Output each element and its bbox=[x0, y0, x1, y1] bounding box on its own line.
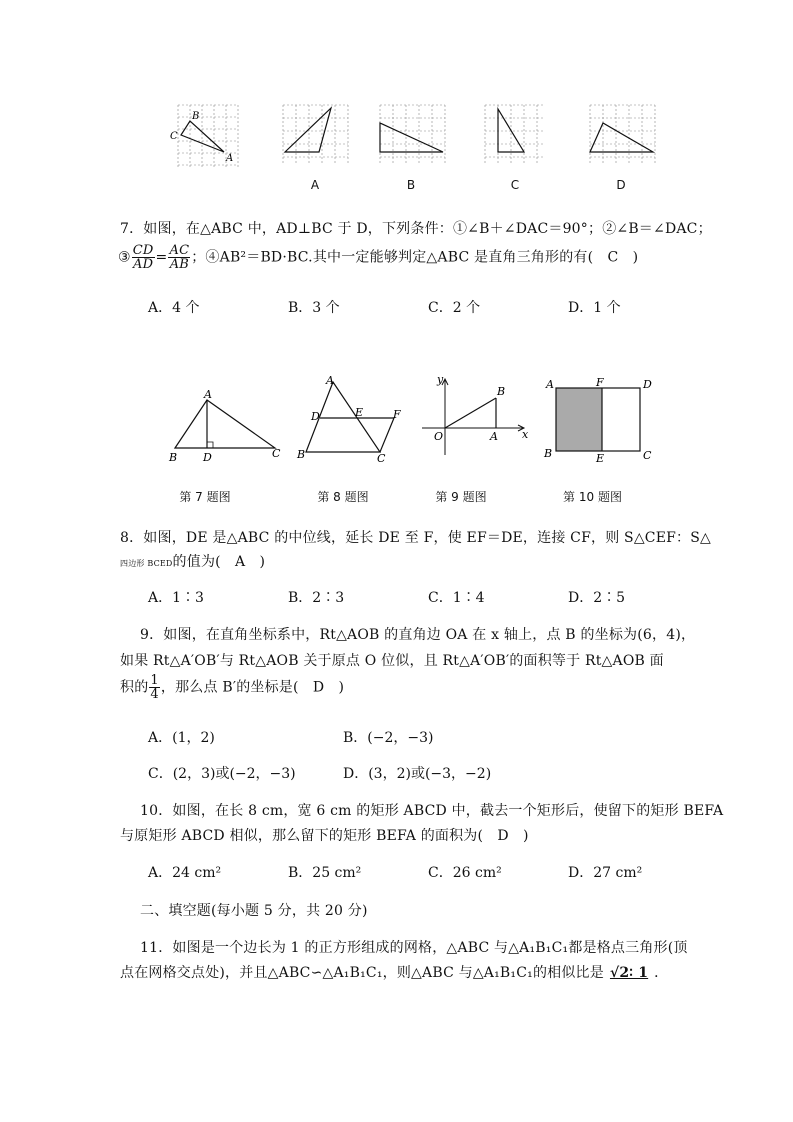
option-C-grid-figure bbox=[482, 103, 548, 165]
fig10-label-C: C bbox=[643, 449, 652, 462]
q11-line1: 11．如图是一个边长为 1 的正方形组成的网格，△ABC 与△A₁B₁C₁都是格点三角形(顶 bbox=[140, 940, 688, 956]
fig7-caption: 第 7 题图 bbox=[179, 490, 231, 504]
fig8-label-C: C bbox=[377, 452, 386, 464]
q9-option-d: D．(3，2)或(−3，−2) bbox=[343, 766, 492, 782]
q9-option-b: B．(−2，−3) bbox=[343, 730, 434, 746]
q7-frac2-den: AB bbox=[169, 257, 190, 272]
label-B: B bbox=[192, 111, 200, 122]
q9-frac-num: 1 bbox=[150, 673, 159, 688]
fig10-label-D: D bbox=[643, 378, 652, 391]
q10-line2: 与原矩形 ABCD 相似，那么留下的矩形 BEFA 的面积为( D ) bbox=[120, 828, 529, 844]
q9-fraction-one-quarter bbox=[149, 674, 159, 701]
fig10-label-F: F bbox=[596, 376, 604, 389]
q7-line2-rest: ；④AB²＝BD·BC.其中一定能够判定△ABC 是直角三角形的有( C ) bbox=[191, 249, 639, 266]
q7-circle3: ③ bbox=[118, 249, 131, 266]
fig7-label-D: D bbox=[203, 451, 212, 464]
option-A-grid-figure bbox=[280, 103, 352, 165]
q10-option-c: C．26 cm² bbox=[428, 865, 502, 881]
fig10-caption: 第 10 题图 bbox=[563, 490, 622, 504]
fig8-label-E: E bbox=[355, 406, 364, 419]
q7-option-d: D．1 个 bbox=[568, 300, 621, 316]
fig10-label-A: A bbox=[546, 378, 554, 391]
fig10-label-B: B bbox=[544, 447, 553, 460]
fig9-label-y: y bbox=[437, 373, 444, 386]
q7-frac2-num: AC bbox=[169, 243, 190, 258]
option-A-label: A bbox=[310, 178, 320, 192]
fig7-label-B: B bbox=[169, 451, 178, 464]
fig7-triangle-altitude bbox=[165, 385, 285, 465]
fig9-coordinate-figure bbox=[412, 370, 537, 462]
fig8-label-A: A bbox=[326, 374, 334, 387]
q7-eq: = bbox=[155, 249, 168, 266]
q11-line2 bbox=[120, 962, 668, 982]
q8-line2-rest: 的值为( A ) bbox=[172, 554, 266, 570]
fig8-label-F: F bbox=[393, 408, 401, 421]
q8-line1: 8．如图，DE 是△ABC 的中位线，延长 DE 至 F，使 EF＝DE，连接 CF，则 S△CEF：S△ bbox=[120, 530, 712, 546]
option-C-label: C bbox=[510, 178, 520, 192]
q7-line1: 7．如图，在△ABC 中，AD⊥BC 于 D，下列条件：①∠B＋∠DAC＝90°；②∠B＝∠DAC； bbox=[120, 221, 712, 237]
q8-option-a: A．1∶3 bbox=[148, 590, 204, 606]
fig8-midline-figure bbox=[293, 372, 408, 464]
fig8-caption: 第 8 题图 bbox=[317, 490, 369, 504]
fig9-caption: 第 9 题图 bbox=[435, 490, 487, 504]
q11-line2-pre: 点在网格交点处)，并且△ABC∽△A₁B₁C₁，则△ABC 与△A₁B₁C₁的相似比是 bbox=[120, 965, 604, 981]
fig8-label-B: B bbox=[297, 448, 306, 461]
q7-fraction-cd-ad bbox=[132, 244, 155, 271]
fig9-label-B: B bbox=[497, 385, 506, 398]
fig8-label-D: D bbox=[311, 410, 320, 423]
q7-option-a: A．4 个 bbox=[148, 300, 200, 316]
option-B-label: B bbox=[406, 178, 416, 192]
q11-answer-blank: √2∶ 1 bbox=[609, 965, 649, 981]
q10-option-b: B．25 cm² bbox=[288, 865, 362, 881]
section2-title: 二、填空题(每小题 5 分，共 20 分) bbox=[140, 903, 368, 919]
fig7-label-A: A bbox=[204, 388, 212, 401]
q7-line2 bbox=[118, 244, 638, 271]
option-B-grid-figure bbox=[377, 103, 449, 165]
option-D-grid-figure bbox=[587, 103, 659, 165]
fig10-label-E: E bbox=[596, 452, 605, 465]
q8-option-d: D．2∶5 bbox=[568, 590, 626, 606]
q7-option-b: B．3 个 bbox=[288, 300, 340, 316]
option-D-label: D bbox=[616, 178, 626, 192]
q7-frac1-num: CD bbox=[132, 243, 154, 258]
fig10-rectangle-figure bbox=[540, 375, 660, 465]
fig7-label-C: C bbox=[272, 447, 281, 460]
q8-small-subscript: 四边形 BCED bbox=[120, 559, 173, 568]
q9-line3-post: ，那么点 B′的坐标是( D ) bbox=[160, 679, 345, 696]
q8-line2 bbox=[120, 551, 265, 571]
q9-frac-den: 4 bbox=[150, 687, 159, 702]
q9-line3 bbox=[120, 674, 344, 701]
q7-frac1-den: AD bbox=[133, 257, 154, 272]
q11-line2-post: ． bbox=[654, 965, 669, 981]
q9-option-a: A．(1，2) bbox=[148, 730, 215, 746]
q8-option-c: C．1∶4 bbox=[428, 590, 485, 606]
label-A: A bbox=[226, 153, 234, 164]
q9-line3-pre: 积的 bbox=[120, 679, 149, 696]
q9-line2: 如果 Rt△A′OB′与 Rt△AOB 关于原点 O 位似，且 Rt△A′OB′的面积等于 Rt△AOB 面 bbox=[120, 653, 664, 669]
q9-option-c: C．(2，3)或(−2，−3) bbox=[148, 766, 296, 782]
q7-option-c: C．2 个 bbox=[428, 300, 481, 316]
fig9-label-A: A bbox=[490, 430, 498, 443]
q10-option-a: A．24 cm² bbox=[148, 865, 222, 881]
label-C: C bbox=[170, 131, 178, 142]
q7-fraction-ac-ab bbox=[168, 244, 190, 271]
q10-option-d: D．27 cm² bbox=[568, 865, 643, 881]
q8-option-b: B．2∶3 bbox=[288, 590, 345, 606]
q9-line1: 9．如图，在直角坐标系中，Rt△AOB 的直角边 OA 在 x 轴上，点 B 的坐标为(6，4)， bbox=[140, 627, 696, 643]
q10-line1: 10．如图，在长 8 cm，宽 6 cm 的矩形 ABCD 中，截去一个矩形后，使留下的矩形 BEFA bbox=[140, 803, 724, 819]
given-triangle-grid-figure bbox=[168, 100, 248, 170]
fig9-label-O: O bbox=[434, 430, 444, 443]
fig9-label-x: x bbox=[522, 428, 529, 441]
